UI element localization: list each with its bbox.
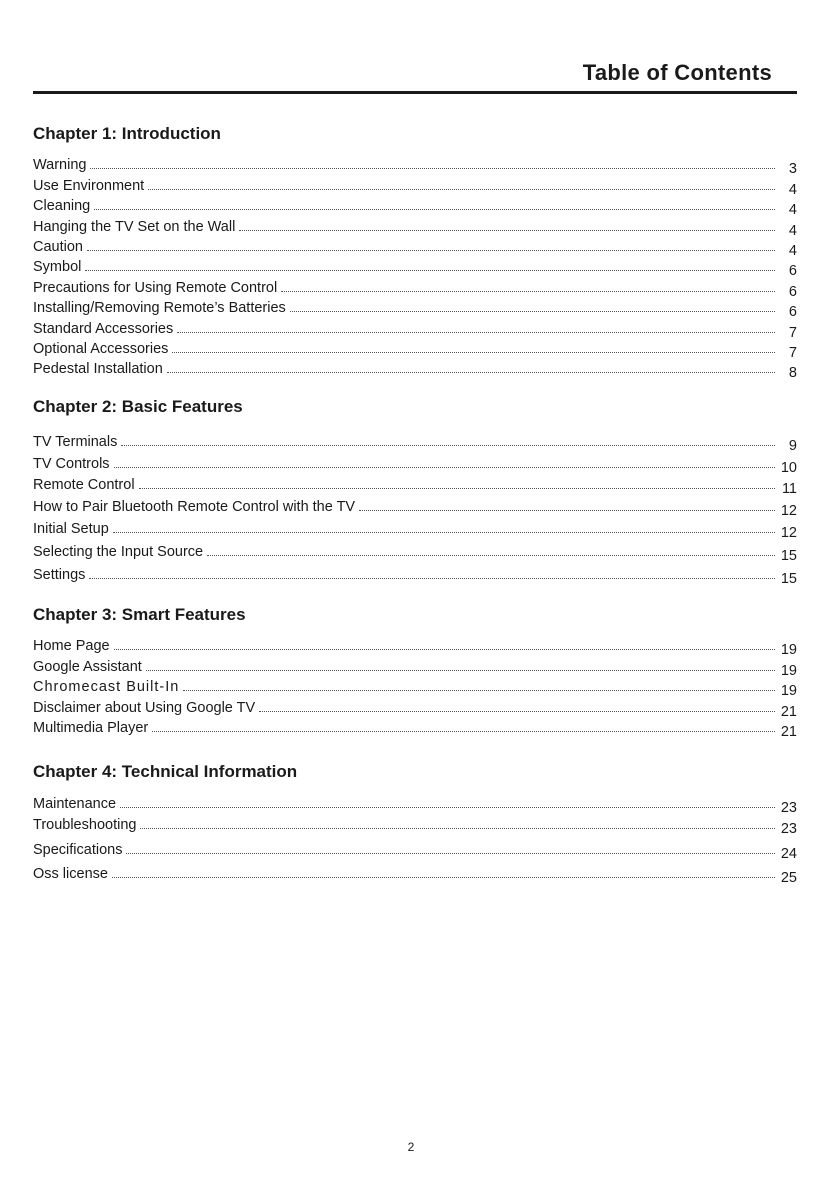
dot-leader xyxy=(146,669,775,671)
entry-page: 11 xyxy=(781,481,797,498)
entry-label: Hanging the TV Set on the Wall xyxy=(33,218,236,235)
dot-leader xyxy=(167,371,775,373)
entry-label: Remote Control xyxy=(33,477,135,494)
dot-leader xyxy=(290,310,775,312)
entry-label: Selecting the Input Source xyxy=(33,544,204,561)
page-number: 2 xyxy=(407,1140,415,1154)
entry-label: Troubleshooting xyxy=(33,817,137,833)
toc-entry[interactable] xyxy=(33,493,797,520)
toc-entry[interactable] xyxy=(33,560,797,587)
dot-leader xyxy=(177,331,775,333)
entry-page: 15 xyxy=(780,570,797,587)
entry-page: 25 xyxy=(780,870,797,886)
entry-label: Symbol xyxy=(33,259,82,276)
entry-label: Precautions for Using Remote Control xyxy=(33,279,278,296)
chapter-4 xyxy=(33,759,797,886)
toc-entry[interactable] xyxy=(33,255,797,280)
entry-label: Initial Setup xyxy=(33,520,109,537)
entry-label: Warning xyxy=(33,157,87,174)
toc-entry[interactable] xyxy=(33,833,797,862)
entry-label: TV Controls xyxy=(33,455,110,472)
chapter-1 xyxy=(33,121,797,382)
toc-entry[interactable] xyxy=(33,537,797,565)
dot-leader xyxy=(85,269,775,271)
entry-page: 4 xyxy=(788,202,797,219)
dot-leader xyxy=(113,531,775,533)
toc-entry[interactable] xyxy=(33,812,797,837)
dot-leader xyxy=(207,554,775,556)
toc-list xyxy=(33,791,797,886)
entry-label: Installing/Removing Remote’s Batteries xyxy=(33,300,286,317)
toc-entry[interactable] xyxy=(33,515,797,541)
toc-list xyxy=(33,428,797,587)
dot-leader xyxy=(281,290,775,292)
entry-page: 6 xyxy=(788,283,797,300)
entry-page: 15 xyxy=(780,548,797,565)
entry-page: 19 xyxy=(780,662,797,679)
toc-entry[interactable] xyxy=(33,472,797,498)
entry-label: Multimedia Player xyxy=(33,719,149,736)
entry-page: 7 xyxy=(788,324,797,341)
entry-page: 4 xyxy=(788,222,797,239)
entry-page: 21 xyxy=(780,723,797,740)
entry-page: 19 xyxy=(780,642,797,659)
dot-leader xyxy=(152,730,775,732)
entry-label: Disclaimer about Using Google TV xyxy=(33,699,256,716)
dot-leader xyxy=(259,710,775,712)
toc-entry[interactable] xyxy=(33,235,797,259)
chapter-title: Chapter 2: Basic Features xyxy=(33,397,243,416)
toc-entry[interactable] xyxy=(33,173,797,198)
entry-page: 6 xyxy=(788,263,797,280)
entry-label: Pedestal Installation xyxy=(33,361,163,378)
dot-leader xyxy=(239,229,775,231)
entry-label: Settings xyxy=(33,566,86,583)
toc-entry[interactable] xyxy=(33,337,797,361)
dot-leader xyxy=(114,648,775,650)
toc-entry[interactable] xyxy=(33,675,797,700)
entry-page: 24 xyxy=(780,846,797,862)
toc-entry[interactable] xyxy=(33,450,797,476)
entry-label: TV Terminals xyxy=(33,433,118,450)
entry-label: Cleaning xyxy=(33,198,91,215)
toc-entry[interactable] xyxy=(33,716,797,740)
chapter-title: Chapter 1: Introduction xyxy=(33,124,221,143)
entry-label: Chromecast Built-In xyxy=(33,679,180,696)
entry-label: Use Environment xyxy=(33,177,145,194)
dot-leader xyxy=(359,509,775,511)
toc-entry[interactable] xyxy=(33,153,797,178)
entry-page: 9 xyxy=(788,437,797,454)
toc-entry[interactable] xyxy=(33,695,797,720)
entry-page: 3 xyxy=(788,161,797,178)
entry-page: 23 xyxy=(780,821,797,837)
dot-leader xyxy=(148,188,775,190)
toc-entry[interactable] xyxy=(33,654,797,679)
dot-leader xyxy=(121,444,775,446)
toc-entry[interactable] xyxy=(33,428,797,454)
toc-entry[interactable] xyxy=(33,634,797,659)
toc-entry[interactable] xyxy=(33,275,797,300)
dot-leader xyxy=(114,466,775,468)
entry-page: 19 xyxy=(780,683,797,700)
entry-page: 8 xyxy=(788,365,797,382)
page-title: Table of Contents xyxy=(582,60,772,85)
dot-leader xyxy=(120,806,775,808)
entry-label: Google Assistant xyxy=(33,658,142,675)
entry-page: 21 xyxy=(780,703,797,720)
entry-label: Caution xyxy=(33,238,83,255)
chapter-title: Chapter 3: Smart Features xyxy=(33,605,246,624)
toc-list xyxy=(33,634,797,740)
dot-leader xyxy=(90,167,775,169)
toc-entry[interactable] xyxy=(33,791,797,816)
entry-label: Optional Accessories xyxy=(33,340,169,357)
dot-leader xyxy=(183,689,775,691)
entry-page: 12 xyxy=(780,503,797,520)
toc-entry[interactable] xyxy=(33,194,797,219)
entry-label: Home Page xyxy=(33,638,110,655)
toc-entry[interactable] xyxy=(33,214,797,239)
toc-entry[interactable] xyxy=(33,316,797,341)
entry-page: 6 xyxy=(788,304,797,321)
dot-leader xyxy=(172,351,775,353)
entry-page: 4 xyxy=(788,181,797,198)
entry-label: Standard Accessories xyxy=(33,320,174,337)
entry-label: How to Pair Bluetooth Remote Control with the TV xyxy=(33,499,356,516)
entry-label: Specifications xyxy=(33,842,123,858)
entry-page: 12 xyxy=(780,524,797,541)
chapter-2 xyxy=(33,394,797,587)
toc-list xyxy=(33,153,797,382)
toc-entry[interactable] xyxy=(33,858,797,886)
dot-leader xyxy=(94,208,775,210)
dot-leader xyxy=(112,876,775,878)
dot-leader xyxy=(139,487,775,489)
entry-label: Maintenance xyxy=(33,796,117,812)
dot-leader xyxy=(87,249,775,251)
dot-leader xyxy=(126,852,775,854)
entry-label: Oss license xyxy=(33,866,108,882)
entry-page: 23 xyxy=(780,800,797,816)
chapter-title: Chapter 4: Technical Information xyxy=(33,762,298,781)
chapter-3 xyxy=(33,602,797,740)
entry-page: 10 xyxy=(780,459,797,476)
entry-page: 4 xyxy=(788,242,797,259)
dot-leader xyxy=(140,827,775,829)
entry-page: 7 xyxy=(788,344,797,361)
toc-entry[interactable] xyxy=(33,357,797,382)
title-rule xyxy=(33,91,797,94)
toc-entry[interactable] xyxy=(33,296,797,321)
dot-leader xyxy=(89,577,775,579)
